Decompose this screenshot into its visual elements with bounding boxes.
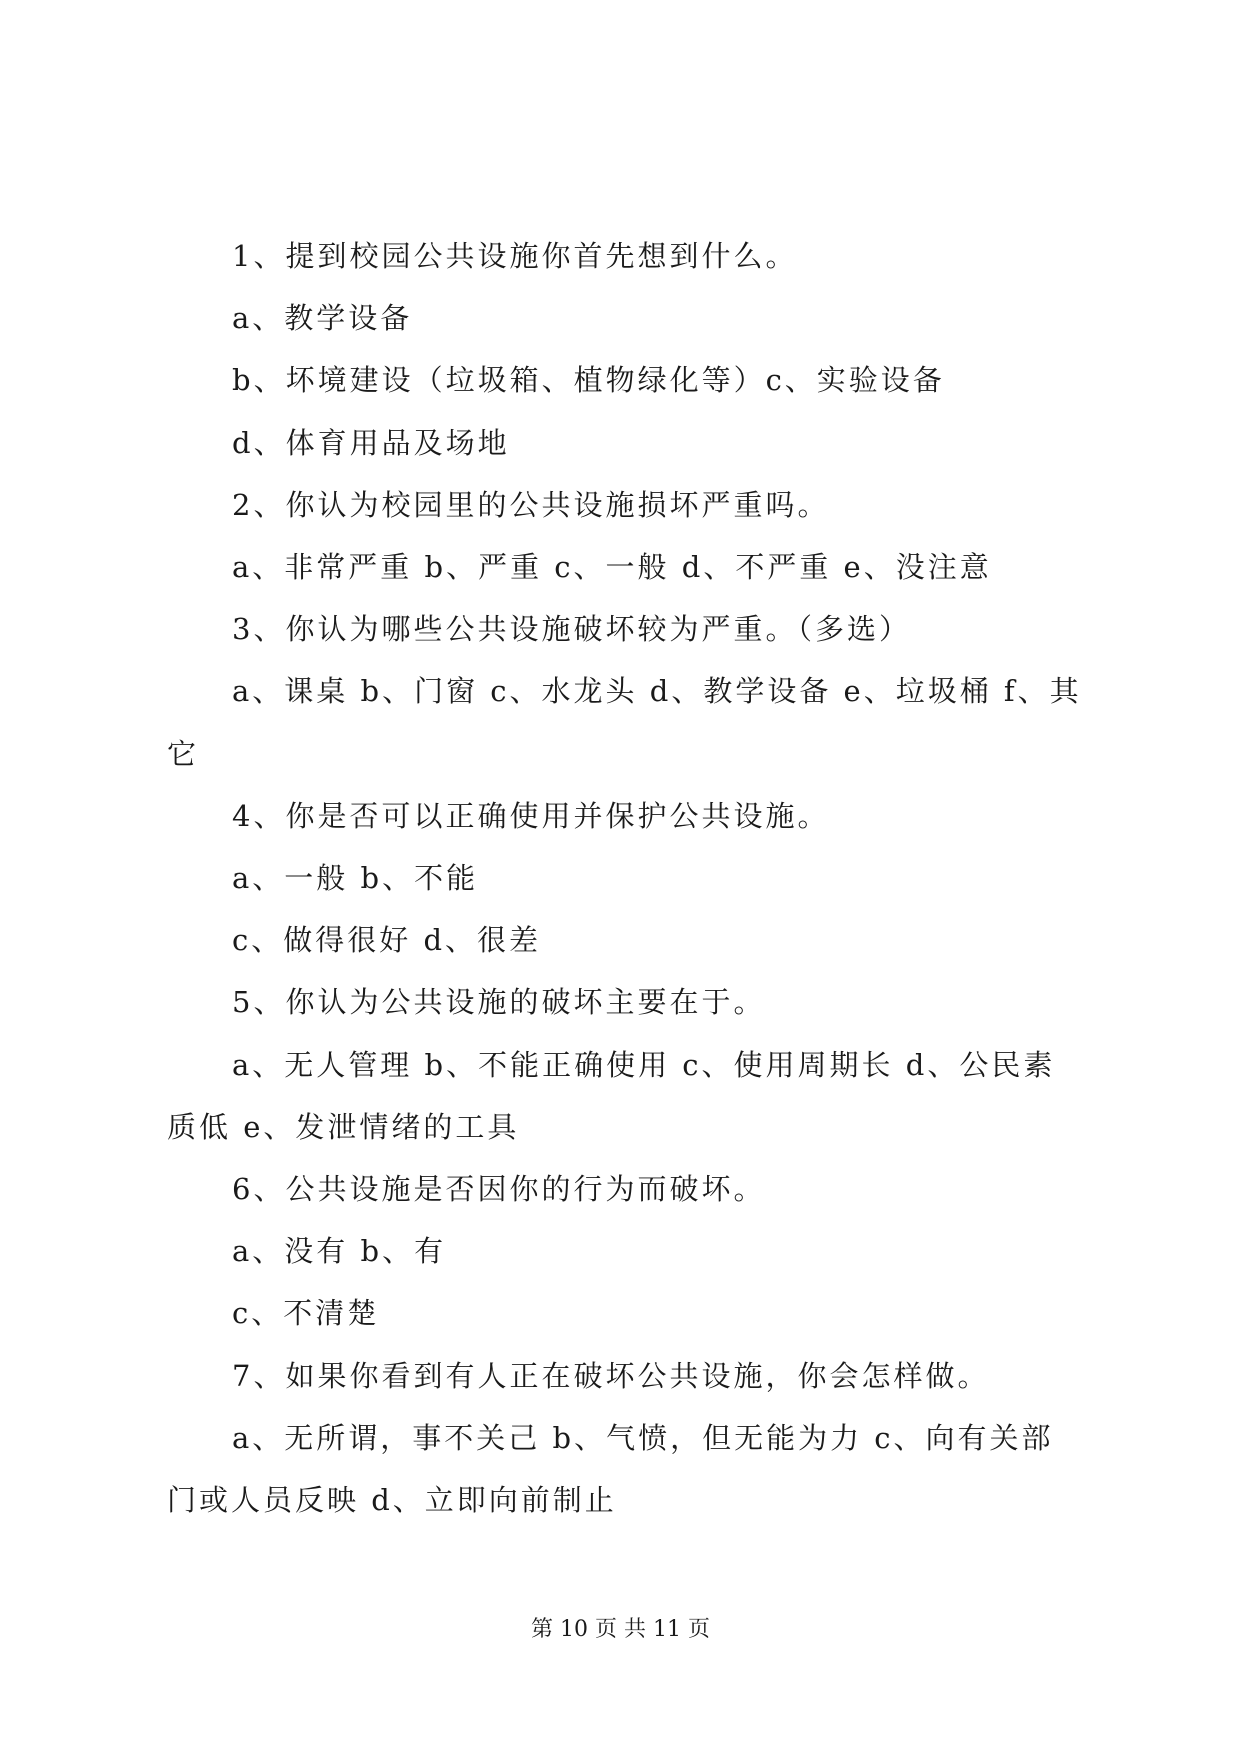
option-line: d、体育用品及场地: [232, 425, 510, 460]
page-footer: 第 10 页 共 11 页: [531, 1617, 710, 1642]
option-line: a、没有 b、有: [232, 1234, 447, 1269]
option-line: a、无所谓，事不关己 b、气愤，但无能为力 c、向有关部门或人员反映 d、立即向前制止: [167, 1420, 1054, 1518]
question-2: 2、你认为校园里的公共设施损坏严重吗。: [232, 487, 830, 522]
option-line: a、一般 b、不能: [232, 861, 479, 896]
question-7: 7、如果你看到有人正在破坏公共设施，你会怎样做。: [232, 1358, 990, 1393]
option-line: a、非常严重 b、严重 c、一般 d、不严重 e、没注意: [232, 550, 992, 585]
option-line: b、坏境建设（垃圾箱、植物绿化等）c、实验设备: [232, 363, 945, 398]
question-3: 3、你认为哪些公共设施破坏较为严重。（多选）: [232, 612, 911, 647]
question-1: 1、提到校园公共设施你首先想到什么。: [232, 239, 798, 273]
option-line: a、教学设备: [232, 301, 413, 336]
option-line: c、做得很好 d、很差: [232, 923, 542, 958]
question-4: 4、你是否可以正确使用并保护公共设施。: [232, 798, 830, 833]
document-body: [167, 225, 1082, 1531]
option-line: a、无人管理 b、不能正确使用 c、使用周期长 d、公民素质低 e、发泄情绪的工具: [167, 1047, 1056, 1144]
option-line: c、不清楚: [232, 1296, 380, 1331]
question-6: 6、公共设施是否因你的行为而破坏。: [232, 1172, 766, 1207]
question-5: 5、你认为公共设施的破坏主要在于。: [232, 985, 766, 1020]
option-line: a、课桌 b、门窗 c、水龙头 d、教学设备 e、垃圾桶 f、其它: [167, 674, 1082, 771]
